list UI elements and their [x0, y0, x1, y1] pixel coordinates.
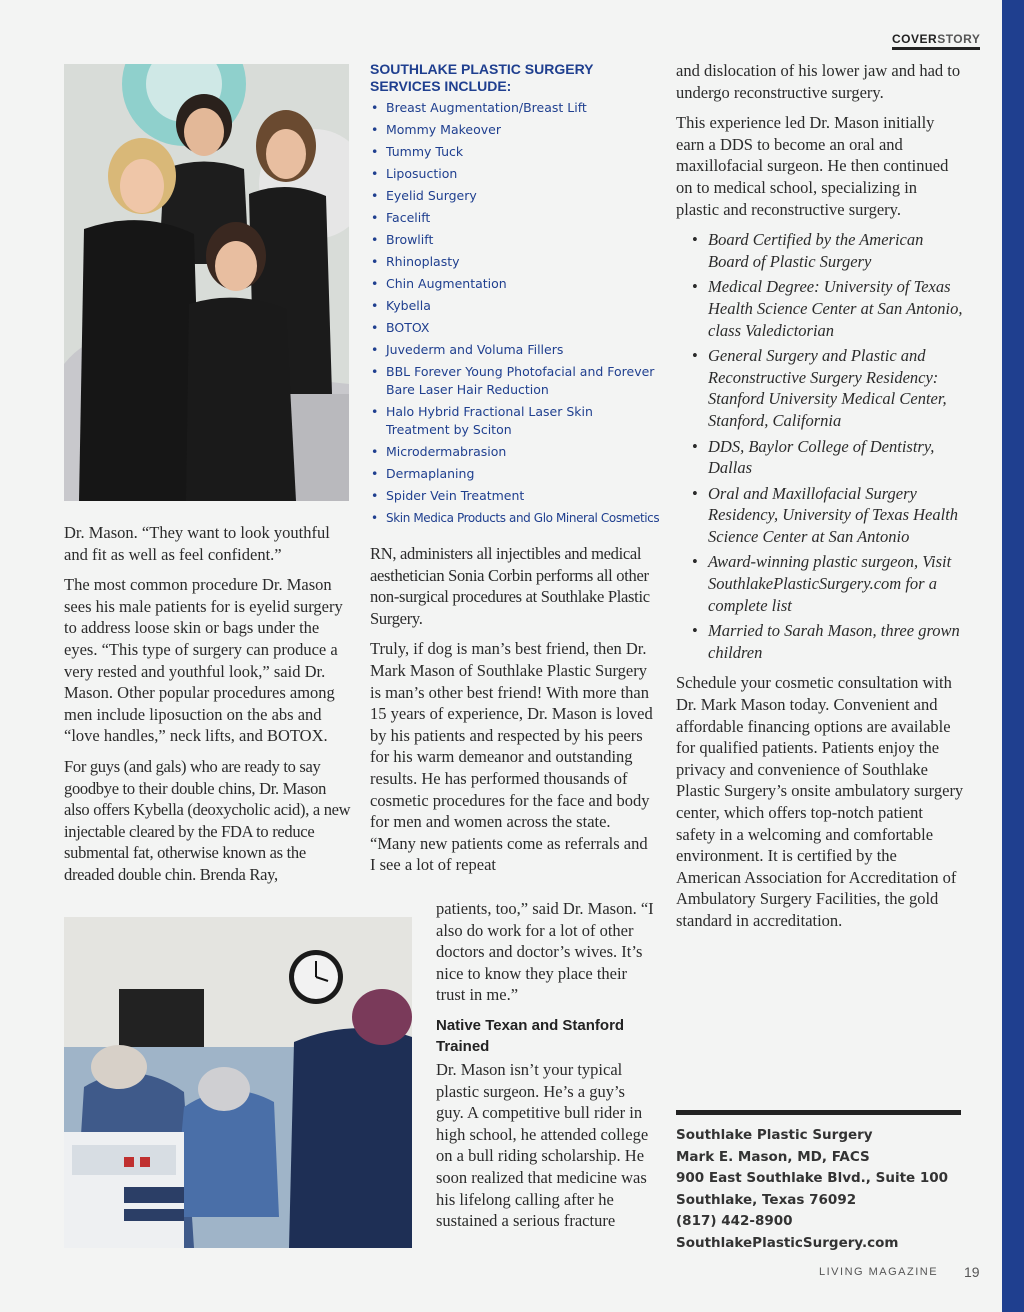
- service-item: • Chin Augmentation: [370, 275, 660, 293]
- body-paragraph: Dr. Mason isn’t your typical plastic surgeon. He’s a guy’s guy. A competitive bull rider in high school, he attended college on a bull riding scholarship. He soon realized that medicine was his lifelong calling after he sustained a serious fracture: [436, 1059, 649, 1231]
- section-tag: COVERSTORY: [892, 32, 980, 50]
- service-item: • Spider Vein Treatment: [370, 487, 660, 505]
- service-item: • Juvederm and Voluma Fillers: [370, 341, 660, 359]
- body-paragraph: Truly, if dog is man’s best friend, then Dr. Mark Mason of Southlake Plastic Surgery is man’s other best friend! With more than 15 years of experience, Dr. Mason is loved by his patients and respected by his peers for his warm demeanor and outstanding results. He has performed thousands of cosmetic procedures for the face and body for men and women across the state. “Many new patients come as referrals and I see a lot of repeat: [370, 639, 653, 875]
- service-item: • Liposuction: [370, 165, 660, 183]
- service-item: • Skin Medica Products and Glo Mineral Cosmetics: [370, 509, 660, 527]
- credential-item: • Board Certified by the American Board of Plastic Surgery: [676, 229, 964, 272]
- page-number: 19: [964, 1264, 980, 1280]
- body-paragraph: Dr. Mason. “They want to look youthful and fit as well as feel confident.”: [64, 523, 330, 564]
- service-item: • BBL Forever Young Photofacial and Forever Bare Laser Hair Reduction: [370, 363, 660, 399]
- service-item: • BOTOX: [370, 319, 660, 337]
- body-paragraph: Schedule your cosmetic consultation with Dr. Mark Mason today. Convenient and affordable financing options are available for qualified patients. Patients enjoy the privacy and convenience of Southlake Plastic Surgery’s onsite ambulatory surgery center, which offers top-notch patient safety in a welcoming and comfortable environment. It is certified by the American Association for Accreditation of Ambulatory Surgery Facilities, the gold standard in accreditation.: [676, 673, 964, 930]
- body-paragraph: RN, administers all injectibles and medical aesthetician Sonia Corbin performs all other non-surgical procedures at Southlake Plastic Surgery.: [370, 544, 650, 628]
- service-item: • Halo Hybrid Fractional Laser Skin Treatment by Sciton: [370, 403, 660, 439]
- service-item: • Microdermabrasion: [370, 443, 660, 461]
- body-paragraph: and dislocation of his lower jaw and had to undergo reconstructive surgery.: [676, 61, 961, 102]
- body-paragraph: The most common procedure Dr. Mason sees his male patients for is eyelid surgery to address loose skin or bags under the eyes. “This type of surgery can produce a very rested and youthful look,” said Dr. Mason. Other popular procedures among men include liposuction on the abs and “love handles,” neck lifts, and BOTOX.: [64, 575, 343, 746]
- service-item: • Browlift: [370, 231, 660, 249]
- credentials-list: [676, 229, 964, 663]
- credential-item: • Married to Sarah Mason, three grown children: [676, 620, 964, 663]
- service-item: • Kybella: [370, 297, 660, 315]
- services-list: [370, 99, 660, 527]
- service-item: • Tummy Tuck: [370, 143, 660, 161]
- service-item: • Dermaplaning: [370, 465, 660, 483]
- column-3: [676, 60, 964, 941]
- column-2: [370, 543, 655, 885]
- footer-magazine: LIVING MAGAZINE: [819, 1266, 939, 1278]
- contact-block: [676, 1110, 961, 1255]
- credential-item: • Oral and Maxillofacial Surgery Residency, University of Texas Health Science Center at San Antonio: [676, 483, 964, 548]
- body-paragraph: For guys (and gals) who are ready to say goodbye to their double chins, Dr. Mason also offers Kybella (deoxycholic acid), a new injectable cleared by the FDA to reduce submental fat, otherwise known as the dreaded double chin. Brenda Ray,: [64, 756, 351, 884]
- service-item: • Eyelid Surgery: [370, 187, 660, 205]
- services-box: [370, 61, 660, 531]
- service-item: • Facelift: [370, 209, 660, 227]
- contact-city: Southlake, Texas 76092: [676, 1191, 857, 1208]
- credential-item: • DDS, Baylor College of Dentistry, Dallas: [676, 436, 964, 479]
- contact-website: SouthlakePlasticSurgery.com: [676, 1234, 899, 1251]
- credential-item: • General Surgery and Plastic and Reconstructive Surgery Residency: Stanford University Medical Center, Stanford, California: [676, 345, 964, 431]
- surgery-photo: [64, 917, 412, 1248]
- credential-item: • Medical Degree: University of Texas Health Science Center at San Antonio, class Valedictorian: [676, 276, 964, 341]
- page-edge-bar: [1002, 0, 1024, 1312]
- group-photo-icon: [64, 64, 349, 501]
- credential-item: • Award-winning plastic surgeon, Visit SouthlakePlasticSurgery.com for a complete list: [676, 551, 964, 616]
- services-heading: SOUTHLAKE PLASTIC SURGERY SERVICES INCLUDE:: [370, 61, 594, 94]
- column-1: [64, 522, 352, 895]
- contact-doctor: Mark E. Mason, MD, FACS: [676, 1148, 870, 1165]
- operating-room-photo-icon: [64, 917, 412, 1248]
- staff-photo: [64, 64, 349, 501]
- contact-name: Southlake Plastic Surgery: [676, 1127, 873, 1143]
- body-paragraph: patients, too,” said Dr. Mason. “I also do work for a lot of other doctors and doctor’s wives. It’s nice to know they place their trust in me.”: [436, 899, 654, 1005]
- body-paragraph: This experience led Dr. Mason initially earn a DDS to become an oral and maxillofacial surgeon. He then continued on to medical school, specializing in plastic and reconstructive surgery.: [676, 113, 949, 219]
- contact-address: 900 East Southlake Blvd., Suite 100: [676, 1170, 949, 1187]
- section-subhead: Native Texan and Stanford Trained: [436, 1016, 625, 1055]
- service-item: • Mommy Makeover: [370, 121, 660, 139]
- column-2-lower: [436, 898, 654, 1241]
- service-item: • Breast Augmentation/Breast Lift: [370, 99, 660, 117]
- contact-phone: (817) 442-8900: [676, 1213, 793, 1230]
- service-item: • Rhinoplasty: [370, 253, 660, 271]
